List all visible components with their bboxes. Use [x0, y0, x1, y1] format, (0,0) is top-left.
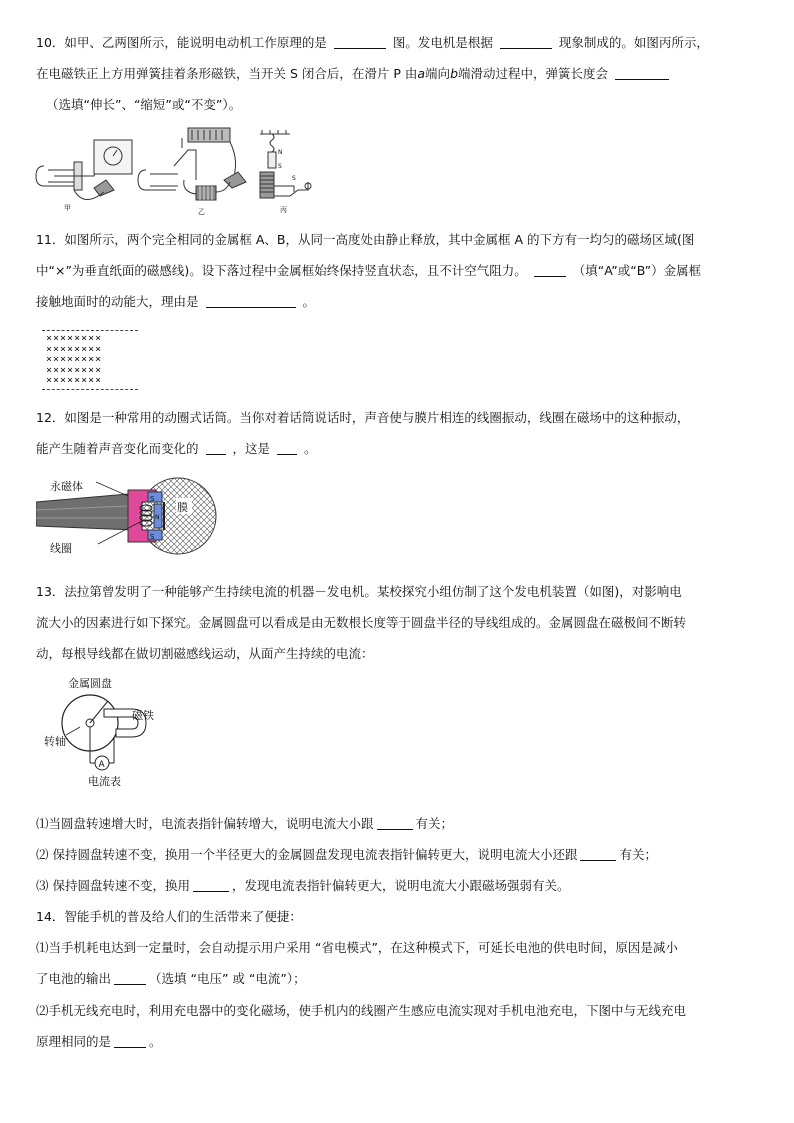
q13-text: ⑴当圆盘转速增大时，电流表指针偏转增大，说明电流大小跟: [36, 816, 374, 831]
q14-sub-1-line-2: [36, 970, 306, 988]
gen-label-axle: 转轴: [44, 735, 66, 748]
q10-text: 10．如甲、乙两图所示，能说明电动机工作原理的是: [36, 35, 327, 50]
q10-text: 图。发电机是根据: [392, 35, 493, 50]
fig-label-switch-s: S: [292, 175, 296, 182]
q10-line-2: [36, 65, 672, 83]
q13-sub-3: [36, 877, 570, 895]
q13-text: 有关；: [415, 816, 454, 831]
q13-text: ⑵ 保持圆盘转速不变，换用一个半径更大的金属圆盘发现电流表指针偏转更大，说明电流大小还跟: [36, 847, 578, 862]
q14-text: （选填 “电压” 或 “电流”）；: [149, 971, 306, 986]
q11-answer-blank-1[interactable]: [534, 263, 566, 277]
mic-label-membrane: 膜: [177, 501, 188, 514]
q12-microphone-figure: [36, 472, 226, 558]
q13-answer-blank-2[interactable]: [580, 847, 616, 861]
mic-label-magnet: 永磁体: [50, 480, 83, 493]
gen-label-ammeter: 电流表: [88, 775, 121, 788]
gen-label-disk: 金属圆盘: [68, 677, 112, 690]
q10-answer-blank-2[interactable]: [500, 35, 552, 49]
q14-answer-blank-2[interactable]: [114, 1034, 146, 1048]
q11-line-2: [36, 262, 701, 280]
q13-text: ，发现电流表指针偏转更大，说明电流大小跟磁场强弱有关。: [231, 878, 570, 893]
gen-label-magnet: 磁铁: [132, 709, 154, 722]
q10-text: 现象制成的。如图丙所示，: [558, 35, 709, 50]
field-row: ××××××××: [46, 343, 103, 355]
fig-label-s: S: [278, 163, 282, 170]
q11-line-1: 11．如图所示，两个完全相同的金属框 A、B，从同一高度处由静止释放，其中金属框 A 的下方有一均匀的磁场区域(图: [36, 232, 695, 247]
q14-sub-2-line-2: [36, 1033, 162, 1051]
mic-label-s-top: S: [150, 495, 155, 503]
q12-line-2: [36, 440, 316, 458]
q13-line-1: 13．法拉第曾发明了一种能够产生持续电流的机器－发电机。某校探究小组仿制了这个发电机装置（如图)，对影响电: [36, 584, 682, 599]
q10-figure: [34, 126, 314, 218]
q10-text: 端滑动过程中，弹簧长度会: [458, 66, 609, 81]
q11-answer-blank-2[interactable]: [206, 294, 296, 308]
q14-text: 。: [149, 1034, 162, 1049]
q14-sub-2-line-1: ⑵手机无线充电时，利用充电器中的变化磁场，使手机内的线圈产生感应电流实现对手机电池充电，下图中与无线充电: [36, 1003, 687, 1018]
q11-text: 中“×”为垂直纸面的磁感线)。设下落过程中金属框始终保持竖直状态，且不计空气阻力。: [36, 263, 527, 278]
q12-answer-blank-1[interactable]: [206, 441, 226, 455]
fig-label-bing: 丙: [280, 206, 287, 214]
q14-sub-1-line-1: ⑴当手机耗电达到一定量时，会自动提示用户采用 “省电模式”，在这种模式下，可延长电池的供电时间，原因是减小: [36, 940, 678, 955]
field-row: ××××××××: [46, 354, 103, 365]
q13-sub-2: [36, 846, 657, 864]
mic-label-n: N: [155, 514, 160, 521]
q10-answer-blank-3[interactable]: [615, 66, 669, 80]
field-row: ××××××××: [46, 375, 103, 386]
q13-answer-blank-1[interactable]: [377, 816, 413, 830]
q12-line-1: 12．如图是一种常用的动圈式话筒。当你对着话筒说话时，声音使与膜片相连的线圈振动，线圈在磁场中的这种振动，: [36, 410, 690, 425]
q14-text: 原理相同的是: [36, 1034, 112, 1049]
mic-label-s-bottom: S: [150, 533, 155, 541]
q10-answer-blank-1[interactable]: [334, 35, 386, 49]
q10-text: 在电磁铁正上方用弹簧挂着条形磁铁，当开关 S 闭合后，在滑片 P 由: [36, 66, 418, 81]
q10-line-1: [36, 34, 709, 52]
q12-text: ，这是: [232, 441, 270, 456]
q13-generator-figure: [44, 675, 174, 791]
q13-line-3: 动，每根导线都在做切割磁感线运动，从面产生持续的电流：: [36, 646, 374, 661]
q10-var-b: b: [450, 66, 458, 81]
field-row: ××××××××: [46, 364, 103, 376]
q12-text: 能产生随着声音变化而变化的: [36, 441, 199, 456]
field-bottom-boundary: [42, 389, 138, 390]
fig-label-n: N: [278, 149, 283, 156]
q14-answer-blank-1[interactable]: [114, 971, 146, 985]
field-row: ××××××××: [46, 333, 103, 344]
ammeter-symbol: A: [98, 760, 105, 770]
q11-text: （填“A”或“B”）金属框: [572, 263, 702, 278]
q10-text: 端向: [425, 66, 451, 81]
q11-field-figure: [42, 330, 142, 390]
q13-sub-1: [36, 815, 453, 833]
q10-var-a: a: [417, 66, 426, 81]
fig-label-yi: 乙: [198, 208, 205, 216]
q12-answer-blank-2[interactable]: [277, 441, 297, 455]
q11-text: 。: [302, 294, 315, 309]
q13-answer-blank-3[interactable]: [193, 878, 229, 892]
fig-label-jia: 甲: [64, 204, 71, 212]
q12-text: 。: [303, 441, 317, 456]
q13-text: 有关；: [619, 847, 657, 862]
q13-text: ⑶ 保持圆盘转速不变，换用: [36, 878, 190, 893]
q10-line-3: （选填“伸长”、“缩短”或“不变”）。: [46, 97, 242, 112]
q11-text: 接触地面时的动能大，理由是: [36, 294, 199, 309]
q11-line-3: [36, 293, 315, 311]
q14-line-1: 14．智能手机的普及给人们的生活带来了便捷：: [36, 909, 302, 924]
q14-text: 了电池的输出: [36, 971, 112, 986]
mic-label-coil: 线圈: [50, 542, 72, 555]
q13-line-2: 流大小的因素进行如下探究。金属圆盘可以看成是由无数根长度等于圆盘半径的导线组成的。金属圆盘在磁极间不断转: [36, 615, 687, 630]
